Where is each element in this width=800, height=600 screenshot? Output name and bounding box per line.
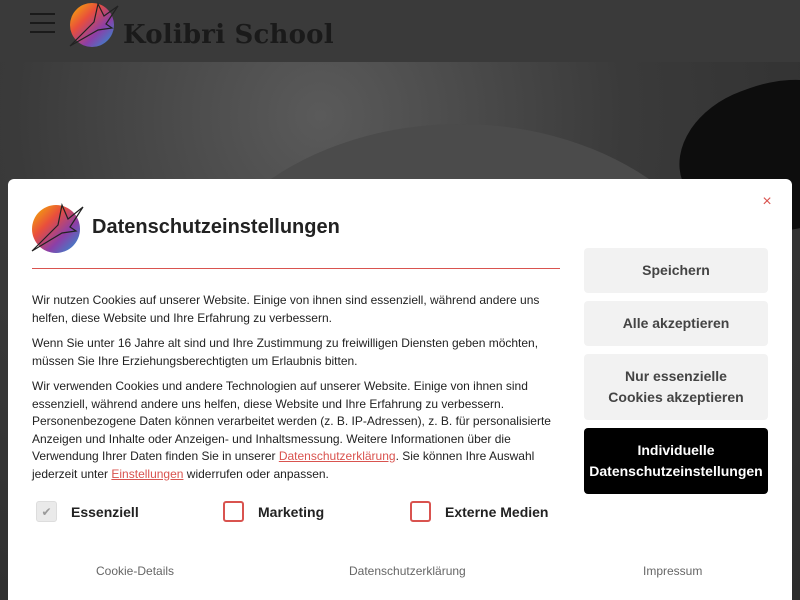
cookie-details-link[interactable]: Cookie-Details xyxy=(96,564,175,578)
privacy-policy-link[interactable]: Datenschutzerklärung xyxy=(278,449,396,463)
close-icon[interactable]: × xyxy=(762,193,772,210)
save-button[interactable]: Speichern xyxy=(584,248,768,293)
external-media-checkbox[interactable]: Externe Medien xyxy=(410,501,548,522)
accept-essential-only-button[interactable]: Nur essenzielle Cookies akzeptieren xyxy=(584,354,768,420)
marketing-checkbox[interactable]: Marketing xyxy=(223,501,324,522)
age-notice-paragraph: Wenn Sie unter 16 Jahre alt sind und Ihre Zustimmung zu freiwilligen Diensten geben möchten, müssen Sie Ihre Erziehungsberechtigten um Erlaubnis bitten. xyxy=(32,336,539,368)
details-paragraph: Wir verwenden Cookies und andere Technologien auf unserer Website. Einige von ihnen sind essenziell, während andere uns helfen, diese Website und Ihre Erfahrung zu verbessern. Personenbezogene Daten können verarbeitet werden (z. B. IP-Adressen), z. B. für personalisierte Anzeigen und Inhalte oder Anzeigen- und Inhaltsmessung. Weitere Informationen über die Verwendung Ihrer Daten finden Sie in unserer Datenschutzerklärung. Sie können Ihre Auswahl jederzeit unter Einstellungen widerrufen oder anpassen. xyxy=(32,379,551,481)
privacy-settings-modal xyxy=(8,179,792,600)
modal-title: Datenschutzeinstellungen xyxy=(92,216,340,238)
privacy-policy-footer-link[interactable]: Datenschutzerklärung xyxy=(349,564,466,578)
hummingbird-logo-icon xyxy=(30,201,85,253)
hummingbird-logo-icon[interactable] xyxy=(68,0,120,48)
checkmark-icon: ✔ xyxy=(36,501,57,522)
hamburger-menu-icon[interactable] xyxy=(30,13,55,35)
divider xyxy=(32,268,560,269)
imprint-link[interactable]: Impressum xyxy=(643,564,703,578)
consent-checkbox-group xyxy=(32,501,572,523)
settings-link[interactable]: Einstellungen xyxy=(111,466,184,481)
intro-paragraph: Wir nutzen Cookies auf unserer Website. Einige von ihnen sind essenziell, während andere uns helfen, diese Website und Ihre Erfahrung zu verbessern. xyxy=(32,293,540,325)
site-brand-name[interactable]: Kolibri School xyxy=(123,20,334,50)
checkbox-box[interactable] xyxy=(223,501,244,522)
essential-checkbox: ✔ Essenziell xyxy=(36,501,139,522)
checkbox-box[interactable] xyxy=(410,501,431,522)
accept-all-button[interactable]: Alle akzeptieren xyxy=(584,301,768,346)
individual-settings-button[interactable]: Individuelle Datenschutzeinstellungen xyxy=(584,428,768,494)
site-header xyxy=(0,0,800,62)
modal-body-text xyxy=(32,292,560,491)
